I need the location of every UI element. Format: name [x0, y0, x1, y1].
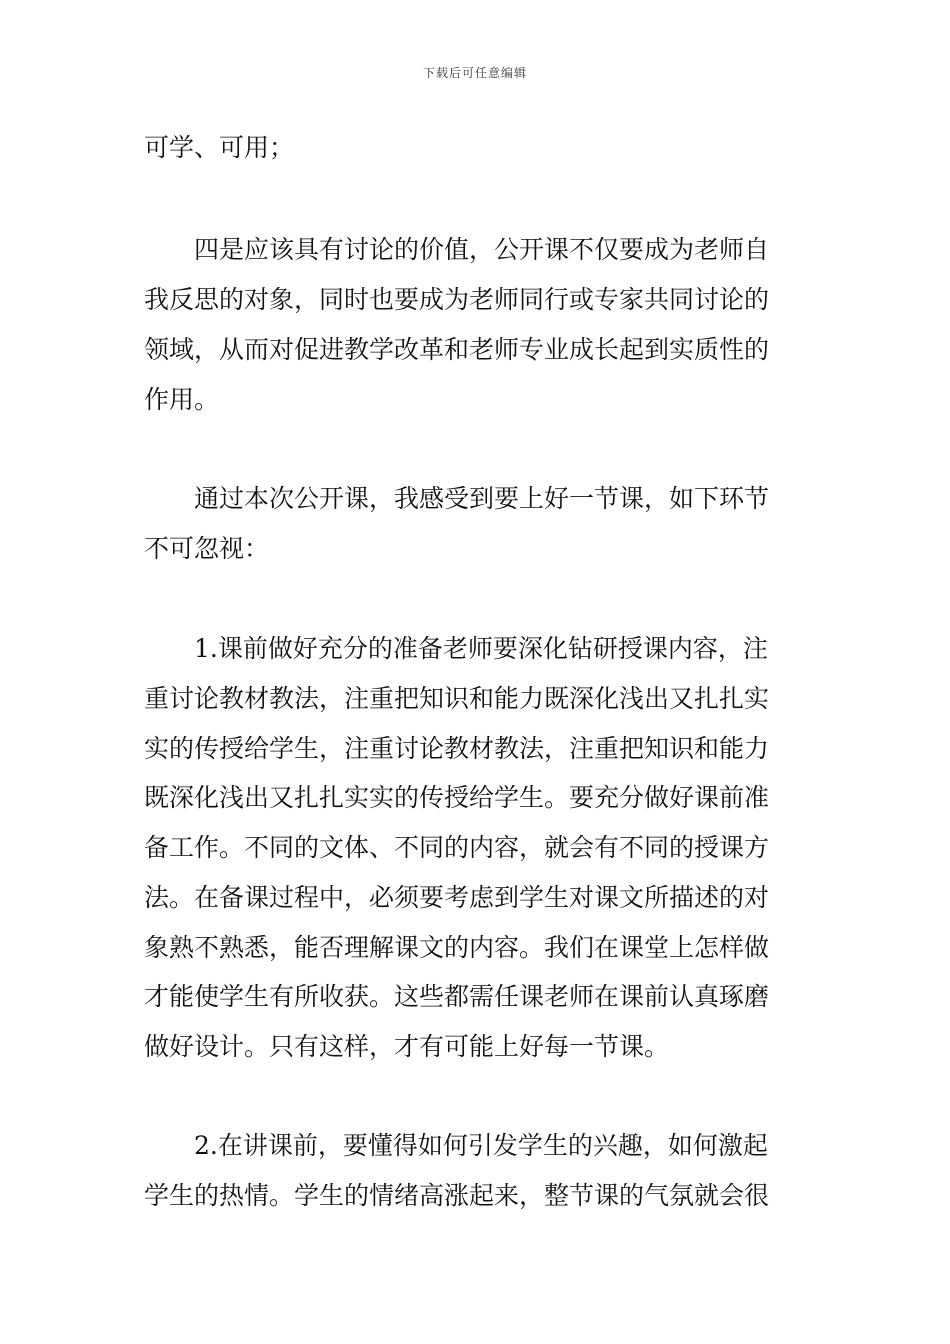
- text-line: 备工作。不同的文体、不同的内容，就会有不同的授课方: [144, 833, 770, 862]
- text-line: 不可忽视：: [144, 534, 270, 563]
- text-line: 作用。: [144, 385, 220, 414]
- text-line: 既深化浅出又扎扎实实的传授给学生。要充分做好课前准: [144, 783, 770, 812]
- text-line: 2.在讲课前，要懂得如何引发学生的兴趣，如何激起: [194, 1131, 768, 1160]
- text-line: 可学、可用；: [144, 133, 295, 162]
- text-line: 领域，从而对促进教学改革和老师专业成长起到实质性的: [144, 335, 770, 364]
- text-line: 1.课前做好充分的准备老师要深化钻研授课内容，注: [194, 634, 768, 663]
- text-line: 象熟不熟悉，能否理解课文的内容。我们在课堂上怎样做: [144, 933, 770, 962]
- page-header: 下载后可任意编辑: [422, 66, 527, 80]
- text-line: 法。在备课过程中，必须要考虑到学生对课文所描述的对: [144, 883, 770, 912]
- text-line: 重讨论教材教法，注重把知识和能力既深化浅出又扎扎实: [144, 684, 770, 713]
- text-line: 做好设计。只有这样，才有可能上好每一节课。: [144, 1032, 670, 1061]
- text-line: 实的传授给学生，注重讨论教材教法，注重把知识和能力: [144, 734, 770, 763]
- text-line: 学生的热情。学生的情绪高涨起来，整节课的气氛就会很: [144, 1181, 770, 1210]
- text-line: 四是应该具有讨论的价值，公开课不仅要成为老师自: [194, 235, 770, 264]
- text-line: 通过本次公开课，我感受到要上好一节课，如下环节: [194, 484, 770, 513]
- text-line: 才能使学生有所收获。这些都需任课老师在课前认真琢磨: [144, 982, 770, 1011]
- text-line: 我反思的对象，同时也要成为老师同行或专家共同讨论的: [144, 285, 770, 314]
